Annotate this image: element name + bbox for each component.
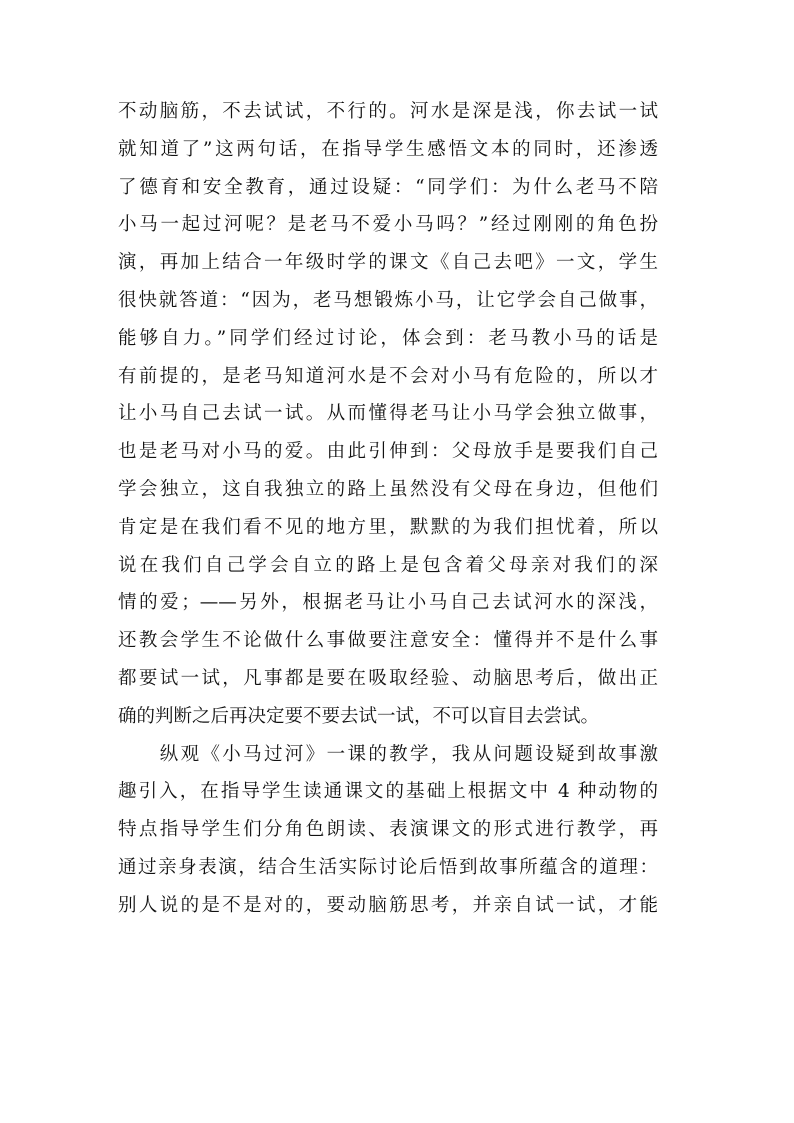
text-line: 通过亲身表演，结合生活实际讨论后悟到故事所蕴含的道理： (118, 856, 658, 878)
text-line: 很快就答道：“因为，老马想锻炼小马，让它学会自己做事， (118, 289, 658, 311)
paragraph-2 (118, 736, 658, 925)
text-line: 学会独立，这自我独立的路上虽然没有父母在身边，但他们 (118, 478, 658, 500)
text-line: 演，再加上结合一年级时学的课文《自己去吧》一文，学生 (118, 252, 658, 274)
text-line: 纵观《小马过河》一课的教学，我从问题设疑到故事激 (118, 743, 658, 765)
document-page (118, 93, 658, 925)
text-line: 了德育和安全教育，通过设疑：“同学们：为什么老马不陪 (118, 176, 658, 198)
text-line: 就知道了”这两句话，在指导学生感悟文本的同时，还渗透 (118, 138, 658, 160)
text-line: 情的爱；——另外，根据老马让小马自己去试河水的深浅， (118, 592, 658, 614)
text-line: 确的判断之后再决定要不要去试一试，不可以盲目去尝试。 (118, 705, 600, 727)
text-line: 有前提的，是老马知道河水是不会对小马有危险的，所以才 (118, 365, 658, 387)
paragraph-1 (118, 93, 658, 736)
text-line: 别人说的是不是对的，要动脑筋思考，并亲自试一试，才能 (118, 894, 658, 916)
text-line: 都要试一试，凡事都是要在吸取经验、动脑思考后，做出正 (118, 667, 658, 689)
text-line: 说在我们自己学会自立的路上是包含着父母亲对我们的深 (118, 554, 658, 576)
text-line: 还教会学生不论做什么事做要注意安全：懂得并不是什么事 (118, 630, 658, 652)
text-line: 能够自力。”同学们经过讨论，体会到：老马教小马的话是 (118, 327, 658, 349)
text-line: 肯定是在我们看不见的地方里，默默的为我们担忧着，所以 (118, 516, 658, 538)
text-line: 也是老马对小马的爱。由此引伸到：父母放手是要我们自己 (118, 441, 658, 463)
text-line: 小马一起过河呢？是老马不爱小马吗？”经过刚刚的角色扮 (118, 214, 658, 236)
text-line: 不动脑筋，不去试试，不行的。河水是深是浅，你去试一试 (118, 101, 658, 122)
text-line: 趣引入，在指导学生读通课文的基础上根据文中 4 种动物的 (118, 781, 658, 803)
text-line: 让小马自己去试一试。从而懂得老马让小马学会独立做事， (118, 403, 658, 425)
text-line: 特点指导学生们分角色朗读、表演课文的形式进行教学，再 (118, 819, 658, 841)
